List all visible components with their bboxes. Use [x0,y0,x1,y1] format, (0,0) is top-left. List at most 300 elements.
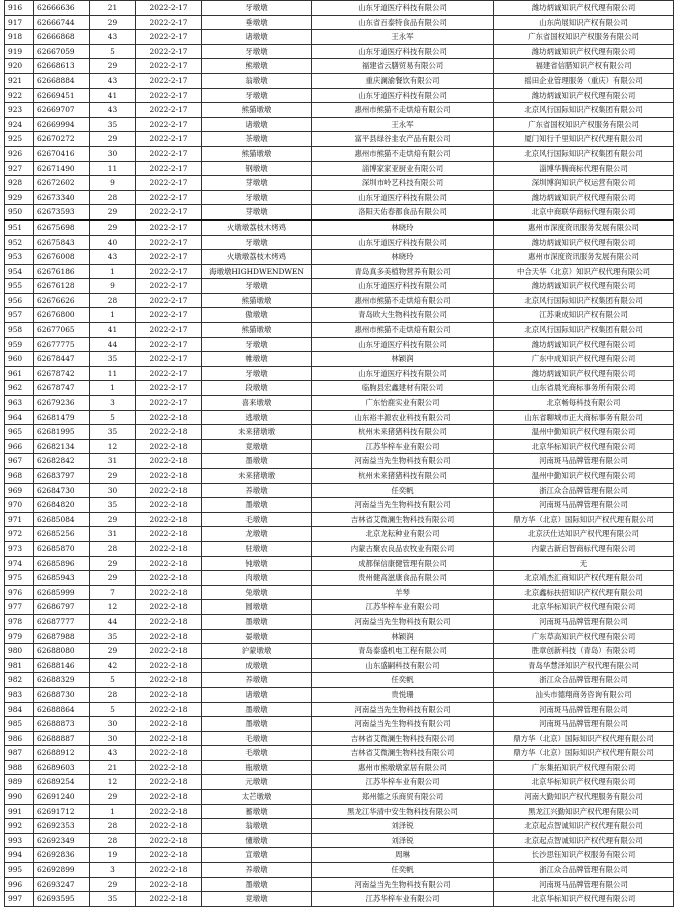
table-row [5,425,674,440]
applicant: 江苏华梓车业有限公司 [312,775,494,790]
applicant: 林晓玲 [312,250,494,265]
applicant: 惠州市熊猫不走烘焙有限公司 [312,293,494,308]
agency: 北京起点智诚知识产权代理有限公司 [494,833,674,848]
application-number: 62668884 [34,73,90,88]
date: 2022-2-17 [136,15,202,30]
table-row [5,44,674,59]
trademark-name: 熊猫墩墩 [202,323,312,338]
trademark-name: 晏墩墩 [202,629,312,644]
trademark-name: 养墩墩 [202,483,312,498]
agency: 河南大勤知识产权代理服务有限公司 [494,790,674,805]
agency: 鼎方华（北京）国际知识产权代理有限公司 [494,731,674,746]
class: 35 [90,352,136,367]
agency: 山东尚展知识产权有限公司 [494,15,674,30]
row-number: 928 [5,176,34,191]
trademark-name: 熊墩墩 [202,59,312,74]
application-number: 62688873 [34,717,90,732]
table-row [5,585,674,600]
applicant: 淄博家家亚厨业有限公司 [312,161,494,176]
table-row [5,190,674,205]
row-number: 979 [5,629,34,644]
trademark-name: 墨墩墩 [202,454,312,469]
row-number: 964 [5,410,34,425]
agency: 河南斑马品牌管理有限公司 [494,454,674,469]
class: 29 [90,220,136,235]
date: 2022-2-18 [136,571,202,586]
table-row [5,790,674,805]
table-row [5,439,674,454]
date: 2022-2-18 [136,644,202,659]
table-row [5,527,674,542]
class: 43 [90,30,136,45]
agency: 鼎方华（北京）国际知识产权代理有限公司 [494,512,674,527]
row-number: 959 [5,337,34,352]
table-row [5,600,674,615]
row-number: 961 [5,366,34,381]
trademark-name: 毛墩墩 [202,746,312,761]
application-number: 62692349 [34,833,90,848]
applicant: 惠州市熊墩墩家居有限公司 [312,760,494,775]
applicant: 周琳 [312,848,494,863]
row-number: 953 [5,250,34,265]
trademark-name: 墨墩墩 [202,498,312,513]
trademark-name: 太芒墩墩 [202,790,312,805]
applicant: 王永军 [312,30,494,45]
trademark-name: 茶墩墩 [202,132,312,147]
applicant: 山东牙道医疗科技有限公司 [312,366,494,381]
date: 2022-2-18 [136,760,202,775]
table-row [5,132,674,147]
row-number: 995 [5,863,34,878]
trademark-name: 成墩墩 [202,658,312,673]
class: 31 [90,454,136,469]
date: 2022-2-17 [136,293,202,308]
table-row [5,381,674,396]
row-number: 923 [5,103,34,118]
date: 2022-2-18 [136,687,202,702]
applicant: 福建省云膳贸易有限公司 [312,59,494,74]
table-row [5,731,674,746]
application-number: 62673593 [34,205,90,220]
class: 42 [90,658,136,673]
agency: 河南斑马品牌管理有限公司 [494,877,674,892]
agency: 广东草高知识产权代理有限公司 [494,629,674,644]
applicant: 临朐县宏鑫建材有限公司 [312,381,494,396]
date: 2022-2-18 [136,556,202,571]
application-number: 62672602 [34,176,90,191]
row-number: 952 [5,235,34,250]
agency: 厦门知行千里知识产权代理有限公司 [494,132,674,147]
date: 2022-2-18 [136,498,202,513]
agency: 河南斑马品牌管理有限公司 [494,702,674,717]
agency: 广东中成知识产权代理有限公司 [494,352,674,367]
application-number: 62676186 [34,264,90,279]
trademark-name: 牙墩墩 [202,279,312,294]
table-row [5,59,674,74]
row-number: 926 [5,146,34,161]
table-row [5,73,674,88]
table-row [5,103,674,118]
date: 2022-2-18 [136,629,202,644]
class: 44 [90,614,136,629]
row-number: 916 [5,1,34,16]
class: 28 [90,687,136,702]
applicant: 重庆澜渝餐饮有限公司 [312,73,494,88]
date: 2022-2-18 [136,731,202,746]
class: 11 [90,161,136,176]
application-number: 62685999 [34,585,90,600]
date: 2022-2-17 [136,381,202,396]
row-number: 992 [5,819,34,834]
agency: 浙江众合品牌管理有限公司 [494,863,674,878]
table-row [5,410,674,425]
table-row [5,717,674,732]
applicant: 吉林省艾微澜生物科技有限公司 [312,512,494,527]
class: 30 [90,731,136,746]
agency: 河南斑马品牌管理有限公司 [494,498,674,513]
table-row [5,205,674,220]
applicant: 江苏华梓车业有限公司 [312,892,494,907]
class: 1 [90,804,136,819]
agency: 浙江众合品牌管理有限公司 [494,483,674,498]
class: 29 [90,571,136,586]
date: 2022-2-17 [136,205,202,220]
date: 2022-2-17 [136,279,202,294]
application-number: 62667059 [34,44,90,59]
row-number: 989 [5,775,34,790]
row-number: 996 [5,877,34,892]
trademark-name: 诸墩墩 [202,30,312,45]
table-row [5,760,674,775]
class: 29 [90,15,136,30]
applicant: 林晓玲 [312,220,494,235]
application-number: 62678447 [34,352,90,367]
agency: 汕头市德翔商务咨询有限公司 [494,687,674,702]
applicant: 黑龙江华清中安生物科技有限公司 [312,804,494,819]
applicant: 青岛真多美植物营养有限公司 [312,264,494,279]
date: 2022-2-17 [136,366,202,381]
table-row [5,88,674,103]
class: 29 [90,790,136,805]
date: 2022-2-18 [136,702,202,717]
trademark-name: 毛墩墩 [202,731,312,746]
agency: 鼎方华（北京）国际知识产权代理有限公司 [494,746,674,761]
class: 43 [90,250,136,265]
application-number: 62671490 [34,161,90,176]
agency: 潍坊炳诚知识产权代理有限公司 [494,366,674,381]
class: 3 [90,396,136,411]
application-number: 62692899 [34,863,90,878]
application-number: 62669707 [34,103,90,118]
applicant: 河南益当先生物科技有限公司 [312,454,494,469]
table-row [5,279,674,294]
class: 35 [90,498,136,513]
table-row [5,687,674,702]
date: 2022-2-17 [136,59,202,74]
application-number: 62677065 [34,323,90,338]
date: 2022-2-18 [136,717,202,732]
row-number: 956 [5,293,34,308]
applicant: 林颖润 [312,629,494,644]
trademark-name: 墨墩墩 [202,877,312,892]
date: 2022-2-18 [136,833,202,848]
agency: 温州中勤知识产权代理有限公司 [494,469,674,484]
application-number: 62677775 [34,337,90,352]
agency: 河南斑马品牌管理有限公司 [494,614,674,629]
application-number: 62676128 [34,279,90,294]
trademark-name: 兔墩墩 [202,585,312,600]
application-number: 62676800 [34,308,90,323]
table-row [5,819,674,834]
date: 2022-2-17 [136,250,202,265]
agency: 北京华标知识产权代理有限公司 [494,600,674,615]
agency: 北京风行国际知识产权集团有限公司 [494,146,674,161]
row-number: 963 [5,396,34,411]
date: 2022-2-17 [136,220,202,235]
table-row [5,614,674,629]
trademark-name: 诸墩墩 [202,117,312,132]
table-row [5,483,674,498]
applicant: 深圳市岭艺科技有限公司 [312,176,494,191]
agency: 山东省晨光商标事务所有限公司 [494,381,674,396]
row-number: 988 [5,760,34,775]
table-row [5,512,674,527]
trademark-name: 牙墩墩 [202,88,312,103]
class: 35 [90,892,136,907]
application-number: 62688080 [34,644,90,659]
application-number: 62693247 [34,877,90,892]
agency: 惠州市深度资讯服务发展有限公司 [494,220,674,235]
applicant: 惠州市熊猫不走烘焙有限公司 [312,323,494,338]
agency: 深圳博润知识产权运营有限公司 [494,176,674,191]
date: 2022-2-18 [136,600,202,615]
row-number: 975 [5,571,34,586]
date: 2022-2-17 [136,352,202,367]
row-number: 929 [5,190,34,205]
applicant: 山东牙道医疗科技有限公司 [312,88,494,103]
trademark-table [4,0,673,907]
table-row [5,352,674,367]
applicant: 山东裕丰源农业科技有限公司 [312,410,494,425]
applicant: 河南益当先生物科技有限公司 [312,717,494,732]
trademark-name: 逃墩墩 [202,410,312,425]
class: 40 [90,235,136,250]
applicant: 任奕帆 [312,483,494,498]
row-number: 974 [5,556,34,571]
trademark-name: 垂墩墩 [202,15,312,30]
date: 2022-2-18 [136,746,202,761]
applicant: 山东牙道医疗科技有限公司 [312,279,494,294]
row-number: 962 [5,381,34,396]
applicant: 洛阳天佑春都食品有限公司 [312,205,494,220]
applicant: 吉林省艾微澜生物科技有限公司 [312,731,494,746]
date: 2022-2-18 [136,425,202,440]
trademark-name: 段墩墩 [202,381,312,396]
application-number: 62688912 [34,746,90,761]
agency: 福建省信腊知识产权有限公司 [494,59,674,74]
row-number: 917 [5,15,34,30]
trademark-name: 帷墩墩 [202,352,312,367]
table-row [5,293,674,308]
agency: 北京华标知识产权代理有限公司 [494,439,674,454]
table-row [5,541,674,556]
class: 9 [90,279,136,294]
class: 35 [90,425,136,440]
row-number: 984 [5,702,34,717]
date: 2022-2-18 [136,454,202,469]
date: 2022-2-18 [136,790,202,805]
applicant: 山东盛嗣科技有限公司 [312,658,494,673]
trademark-name: 牙墩墩 [202,44,312,59]
application-number: 62668613 [34,59,90,74]
table-row [5,746,674,761]
application-number: 62683797 [34,469,90,484]
application-number: 62675698 [34,220,90,235]
class: 44 [90,337,136,352]
application-number: 62681995 [34,425,90,440]
class: 29 [90,877,136,892]
row-number: 985 [5,717,34,732]
application-number: 62666744 [34,15,90,30]
applicant: 江苏华梓车业有限公司 [312,439,494,454]
date: 2022-2-17 [136,190,202,205]
class: 43 [90,73,136,88]
application-number: 62681479 [34,410,90,425]
table-row [5,644,674,659]
table-row [5,833,674,848]
row-number: 927 [5,161,34,176]
applicant: 任奕帆 [312,673,494,688]
trademark-name: 海墩墩HIGHDWENDWEN [202,264,312,279]
table-row [5,176,674,191]
applicant: 广东怡鹿实业有限公司 [312,396,494,411]
trademark-name: 元墩墩 [202,775,312,790]
application-number: 62688329 [34,673,90,688]
trademark-name: 熊猫墩墩 [202,293,312,308]
applicant: 杭州未来猪猪科技有限公司 [312,469,494,484]
applicant: 山东牙道医疗科技有限公司 [312,337,494,352]
class: 5 [90,702,136,717]
trademark-name: 养墩墩 [202,673,312,688]
date: 2022-2-17 [136,337,202,352]
row-number: 922 [5,88,34,103]
date: 2022-2-17 [136,235,202,250]
trademark-name: 牙墩墩 [202,366,312,381]
class: 43 [90,103,136,118]
trademark-name: 养墩墩 [202,863,312,878]
date: 2022-2-18 [136,512,202,527]
agency: 中合天华（北京）知识产权代理有限公司 [494,264,674,279]
application-number: 62673340 [34,190,90,205]
class: 12 [90,439,136,454]
agency: 潍坊炳诚知识产权代理有限公司 [494,88,674,103]
date: 2022-2-18 [136,863,202,878]
trademark-name: 火墩墩荔枝木烤鸡 [202,220,312,235]
application-number: 62688864 [34,702,90,717]
date: 2022-2-18 [136,819,202,834]
class: 7 [90,585,136,600]
class: 21 [90,1,136,16]
table-row [5,863,674,878]
agency: 潍坊炳诚知识产权代理有限公司 [494,190,674,205]
class: 19 [90,848,136,863]
class: 41 [90,323,136,338]
agency: 广东省国权知识产权服务有限公司 [494,117,674,132]
table-row [5,264,674,279]
date: 2022-2-17 [136,103,202,118]
trademark-name: 墨墩墩 [202,702,312,717]
trademark-name: 墨墩墩 [202,717,312,732]
application-number: 62685256 [34,527,90,542]
date: 2022-2-17 [136,132,202,147]
class: 5 [90,44,136,59]
row-number: 970 [5,498,34,513]
applicant: 富平县绿谷韭农产品有限公司 [312,132,494,147]
date: 2022-2-18 [136,775,202,790]
table-row [5,146,674,161]
application-number: 62682842 [34,454,90,469]
row-number: 983 [5,687,34,702]
trademark-name: 龙墩墩 [202,527,312,542]
row-number: 991 [5,804,34,819]
agency: 潍坊炳诚知识产权代理有限公司 [494,44,674,59]
applicant: 北京龙耘种业有限公司 [312,527,494,542]
application-number: 62688730 [34,687,90,702]
application-number: 62676008 [34,250,90,265]
agency: 长沙思钰知识产权服务有限公司 [494,848,674,863]
row-number: 972 [5,527,34,542]
applicant: 青岛泰盛机电工程有限公司 [312,644,494,659]
applicant: 河南益当先生物科技有限公司 [312,498,494,513]
agency: 浙江众合品牌管理有限公司 [494,673,674,688]
applicant: 惠州市熊猫不走烘焙有限公司 [312,146,494,161]
applicant: 惠州市熊猫不走烘焙有限公司 [312,103,494,118]
trademark-name: 牙墩墩 [202,235,312,250]
agency: 北京风行国际知识产权集团有限公司 [494,293,674,308]
date: 2022-2-17 [136,44,202,59]
trademark-name: 芽墩墩 [202,176,312,191]
row-number: 969 [5,483,34,498]
date: 2022-2-17 [136,30,202,45]
application-number: 62687988 [34,629,90,644]
trademark-name: 沪蒙墩墩 [202,644,312,659]
row-number: 990 [5,790,34,805]
date: 2022-2-18 [136,439,202,454]
agency: 无 [494,556,674,571]
table-row [5,366,674,381]
class: 1 [90,308,136,323]
trademark-name: 蓄墩墩 [202,804,312,819]
trademark-name: 翁墩墩 [202,73,312,88]
agency: 淄博华腾商标代理有限公司 [494,161,674,176]
class: 29 [90,644,136,659]
application-number: 62685870 [34,541,90,556]
application-number: 62686797 [34,600,90,615]
table-row [5,556,674,571]
agency: 北京风行国际知识产权集团有限公司 [494,323,674,338]
row-number: 918 [5,30,34,45]
table-row [5,250,674,265]
applicant: 山东牙道医疗科技有限公司 [312,235,494,250]
row-number: 978 [5,614,34,629]
applicant: 刘泽锐 [312,833,494,848]
trademark-name: 肉墩墩 [202,571,312,586]
date: 2022-2-17 [136,396,202,411]
trademark-name: 墨墩墩 [202,614,312,629]
date: 2022-2-17 [136,308,202,323]
row-number: 955 [5,279,34,294]
trademark-name: 未来猪墩墩 [202,425,312,440]
